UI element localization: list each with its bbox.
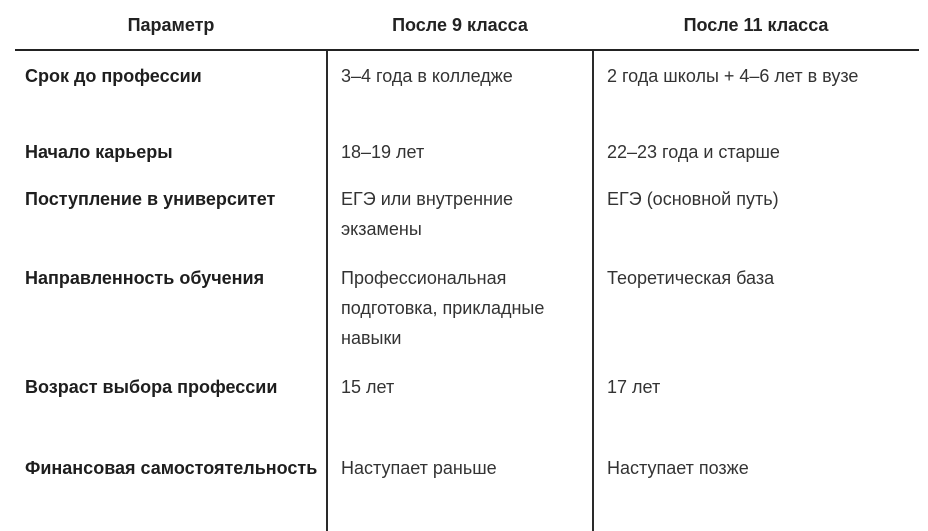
column-divider xyxy=(592,51,594,531)
table-cell: 15 лет xyxy=(341,377,395,397)
table-cell: 17 лет xyxy=(607,377,661,397)
table-cell: ЕГЭ или внутренние экзамены xyxy=(341,189,514,239)
table-header xyxy=(15,0,919,51)
table-cell: 18–19 лет xyxy=(341,142,425,162)
table-body xyxy=(15,51,919,531)
header-cell-parameter: Параметр xyxy=(127,15,215,35)
header-cell-after-9: После 9 класса xyxy=(392,15,528,35)
table-cell: 22–23 года и старше xyxy=(607,142,780,162)
row-label: Начало карьеры xyxy=(25,142,173,162)
header-cell-after-11: После 11 класса xyxy=(683,15,829,35)
table-cell: 3–4 года в колледже xyxy=(341,66,513,86)
comparison-table xyxy=(15,0,919,478)
table-cell: Теоретическая база xyxy=(607,268,775,288)
table-cell: Наступает раньше xyxy=(341,458,497,478)
table-cell: ЕГЭ (основной путь) xyxy=(607,189,779,209)
row-label: Возраст выбора профессии xyxy=(25,377,278,397)
table-cell: Наступает позже xyxy=(607,458,749,478)
column-divider xyxy=(326,51,328,531)
table-cell: 2 года школы + 4–6 лет в вузе xyxy=(607,66,859,86)
row-label: Финансовая самостоятельность xyxy=(25,458,318,478)
table-cell: Профессиональная подготовка, прикладные навыки xyxy=(341,268,545,348)
row-label: Срок до профессии xyxy=(25,66,202,86)
row-label: Направленность обучения xyxy=(25,268,265,288)
row-label: Поступление в университет xyxy=(25,189,276,209)
